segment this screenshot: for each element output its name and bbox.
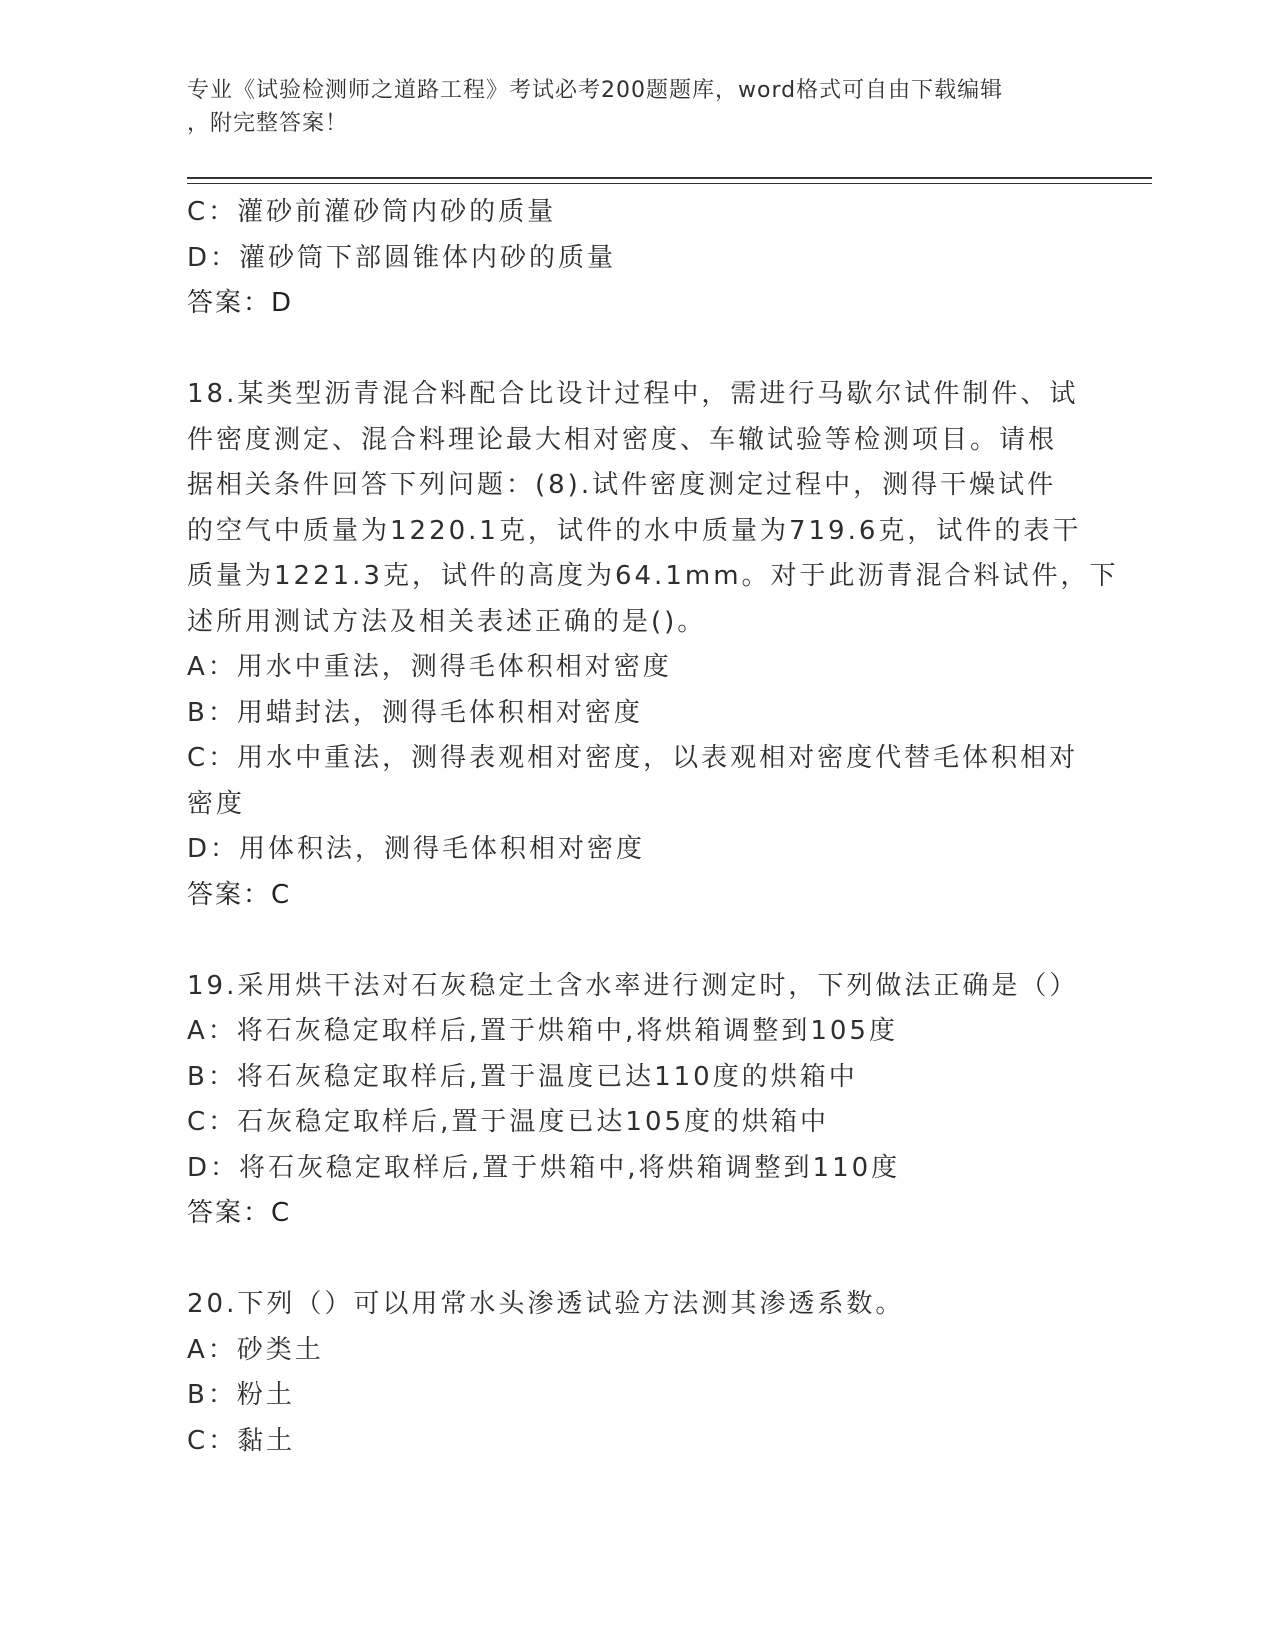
header-line-2: ，附完整答案！ bbox=[187, 111, 349, 136]
q20-option-c: C：黏土 bbox=[187, 1425, 296, 1456]
q18-stem-line: 述所用测试方法及相关表述正确的是()。 bbox=[187, 606, 707, 637]
question-content bbox=[187, 190, 1119, 1464]
q20-stem: 20.下列（）可以用常水头渗透试验方法测其渗透系数。 bbox=[187, 1289, 905, 1319]
q17-option-c: C：灌砂前灌砂筒内砂的质量 bbox=[187, 197, 557, 227]
question-20 bbox=[187, 1282, 1077, 1464]
q19-option-c: C：石灰稳定取样后,置于温度已达105度的烘箱中 bbox=[187, 1107, 830, 1137]
q19-answer: 答案：C bbox=[187, 1198, 292, 1228]
q18-stem-line: 的空气中质量为1220.1克，试件的水中质量为719.6克，试件的表干 bbox=[187, 515, 1082, 546]
q19-stem: 19.采用烘干法对石灰稳定土含水率进行测定时，下列做法正确是（） bbox=[187, 970, 1079, 1001]
q18-option-a: A：用水中重法，测得毛体积相对密度 bbox=[187, 652, 672, 682]
q17-option-d: D：灌砂筒下部圆锥体内砂的质量 bbox=[187, 242, 617, 273]
header-divider-thin bbox=[187, 183, 1152, 184]
q20-option-b: B：粉土 bbox=[187, 1380, 295, 1410]
q18-stem-line: 件密度测定、混合料理论最大相对密度、车辙试验等检测项目。请根 bbox=[187, 424, 1058, 455]
q18-option-c: C：用水中重法，测得表观相对密度，以表观相对密度代替毛体积相对 bbox=[187, 743, 1079, 773]
q19-option-d: D：将石灰稳定取样后,置于烘箱中,将烘箱调整到110度 bbox=[187, 1152, 901, 1183]
q18-stem-line: 据相关条件回答下列问题：(8).试件密度测定过程中，测得干燥试件 bbox=[187, 470, 1057, 500]
question-19 bbox=[187, 964, 1077, 1237]
q19-option-b: B：将石灰稳定取样后,置于温度已达110度的烘箱中 bbox=[187, 1061, 858, 1092]
q18-option-c-continued: 密度 bbox=[187, 788, 246, 819]
q19-option-a: A：将石灰稳定取样后,置于烘箱中,将烘箱调整到105度 bbox=[187, 1016, 898, 1046]
spacer bbox=[187, 327, 1077, 373]
spacer bbox=[187, 1237, 1077, 1283]
q18-option-b: B：用蜡封法，测得毛体积相对密度 bbox=[187, 697, 643, 728]
q18-stem-line: 质量为1221.3克，试件的高度为64.1mm。对于此沥青混合料试件，下 bbox=[187, 561, 1119, 591]
question-18 bbox=[187, 372, 1119, 918]
q20-option-a: A：砂类土 bbox=[187, 1334, 324, 1365]
q18-answer: 答案：C bbox=[187, 879, 292, 910]
header-divider-thick bbox=[187, 177, 1152, 179]
q18-stem-line: 18.某类型沥青混合料配合比设计过程中，需进行马歇尔试件制件、试 bbox=[187, 379, 1079, 409]
q18-option-d: D：用体积法，测得毛体积相对密度 bbox=[187, 834, 646, 864]
q17-answer: 答案：D bbox=[187, 288, 294, 318]
document-header bbox=[187, 74, 1067, 140]
question-17-tail bbox=[187, 190, 1077, 327]
spacer bbox=[187, 918, 1077, 964]
header-line-1: 专业《试验检测师之道路工程》考试必考200题题库，word格式可自由下载编辑 bbox=[187, 78, 1004, 103]
